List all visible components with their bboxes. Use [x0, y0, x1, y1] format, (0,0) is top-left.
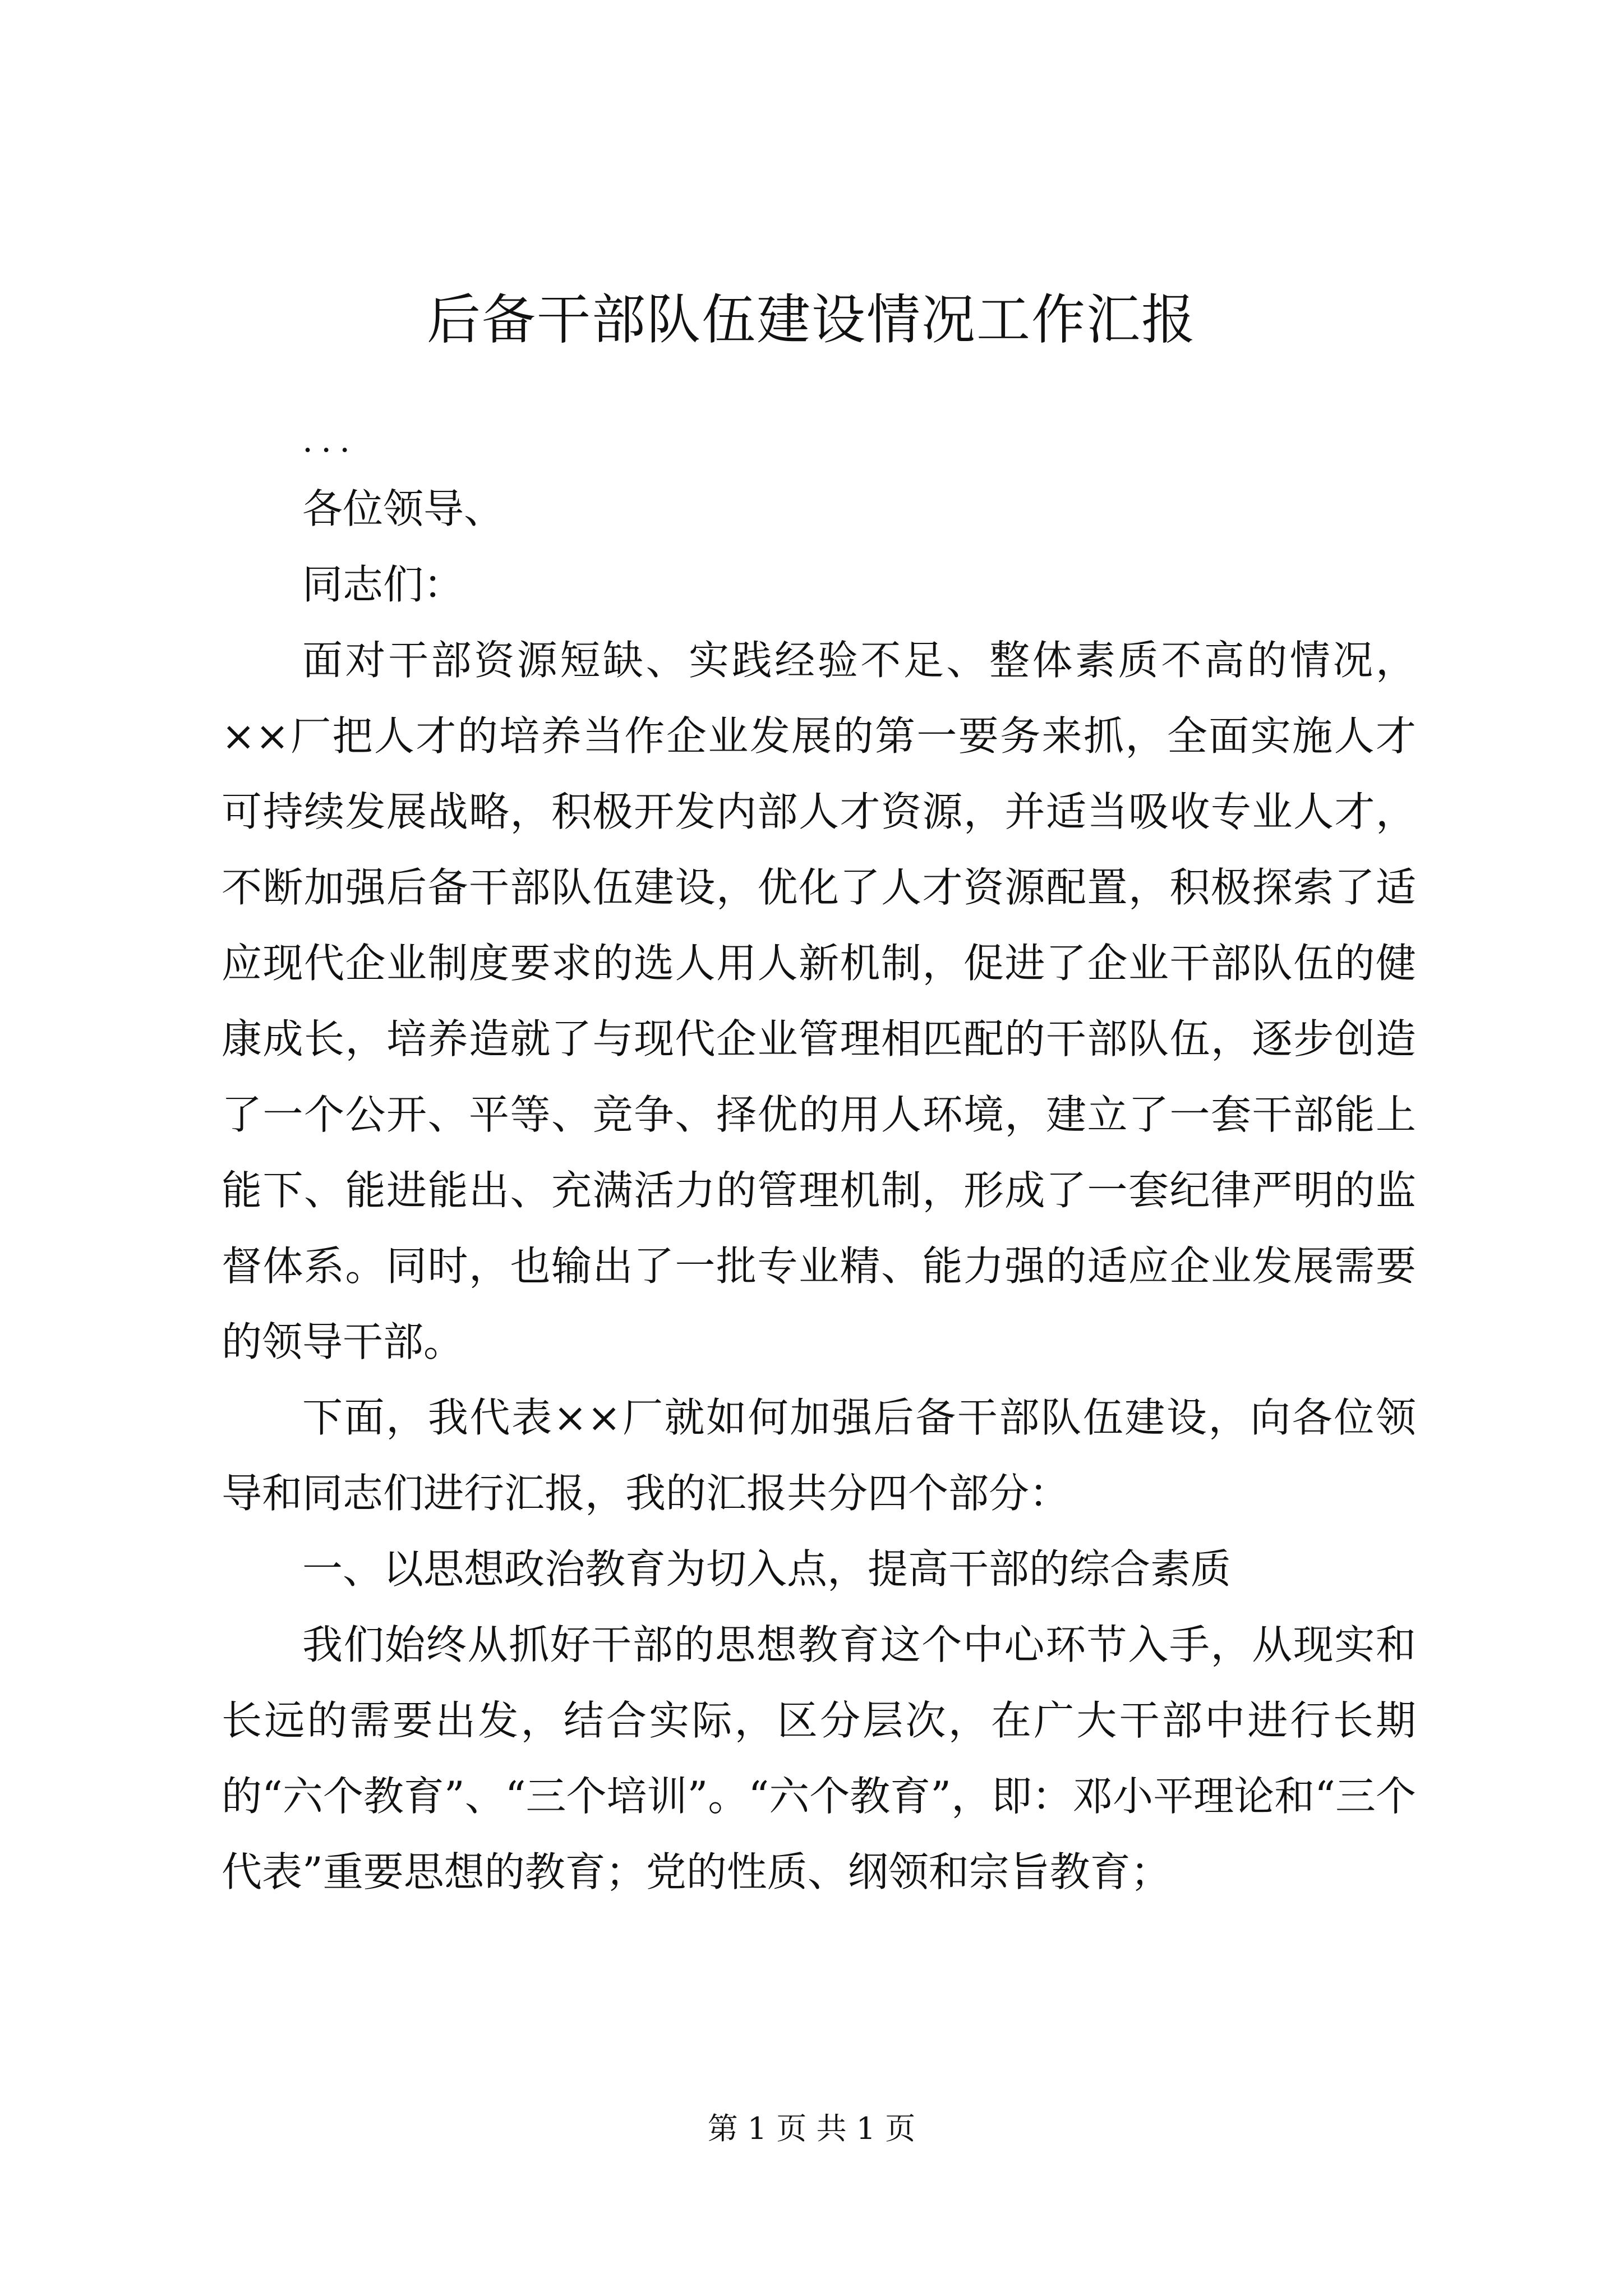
- body-paragraph: 下面，我代表××厂就如何加强后备干部队伍建设，向各位领导和同志们进行汇报，我的汇报共分四个部分：: [222, 1394, 1416, 1517]
- document-title: 后备干部队伍建设情况工作汇报: [427, 288, 1196, 351]
- body-paragraph: 面对干部资源短缺、实践经验不足、整体素质不高的情况，××厂把人才的培养当作企业发展的第一要务来抓，全面实施人才可持续发展战略，积极开发内部人才资源，并适当吸收专业人才，不断加强后备干部队伍建设，优化了人才资源配置，积极探索了适应现代企业制度要求的选人用人新机制，促进了企业干部队伍的健康成长，培养造就了与现代企业管理相匹配的干部队伍，逐步创造了一个公开、平等、竞争、择优的用人环境，建立了一套干部能上能下、能进能出、充满活力的管理机制，形成了一套纪律严明的监督体系。同时，也输出了一批专业精、能力强的适应企业发展需要的领导干部。: [222, 637, 1416, 1365]
- ellipsis-line: ...: [302, 421, 358, 460]
- body-paragraph: 我们始终从抓好干部的思想教育这个中心环节入手，从现实和长远的需要出发，结合实际，区分层次，在广大干部中进行长期的“六个教育”、“三个培训”。“六个教育”，即：邓小平理论和“三个代表”重要思想的教育；党的性质、纲领和宗旨教育；: [222, 1621, 1416, 1895]
- document-body: [222, 409, 1416, 1910]
- section-heading: 一、以思想政治教育为切入点，提高干部的综合素质: [302, 1545, 1232, 1593]
- page-footer: 第 1 页 共 1 页: [707, 2111, 916, 2146]
- salutation-leaders: 各位领导、: [302, 485, 505, 532]
- salutation-comrades: 同志们：: [302, 561, 464, 608]
